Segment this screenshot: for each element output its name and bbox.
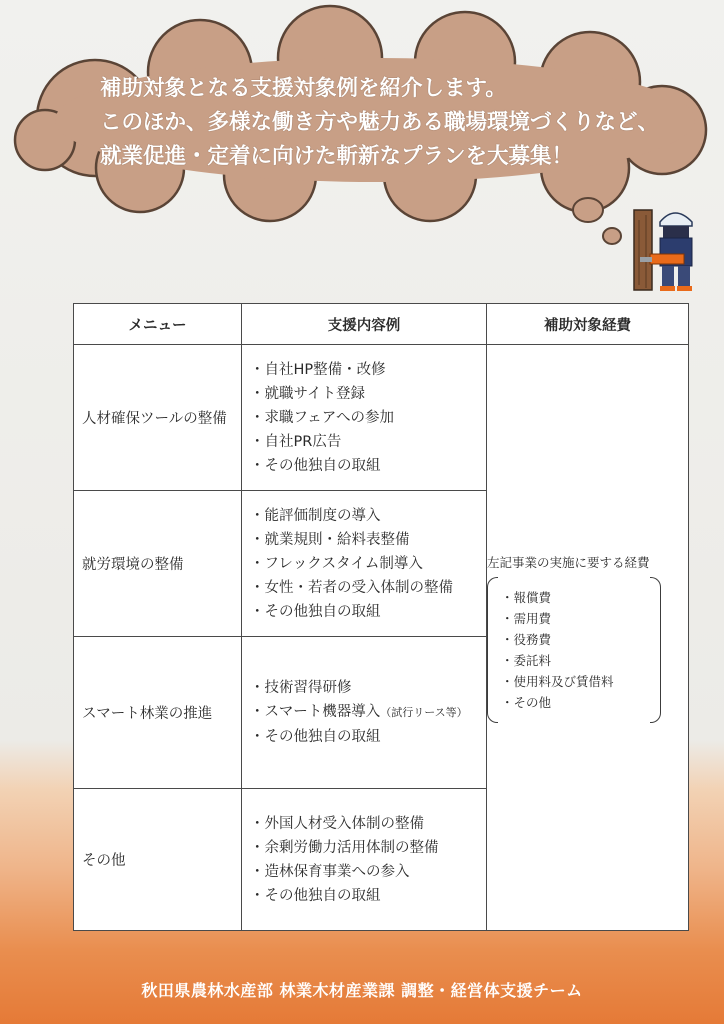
expense-heading: 左記事業の実施に要する経費: [487, 554, 650, 570]
row-menu-label: 人材確保ツールの整備: [74, 345, 242, 491]
expense-item: ・需用費: [501, 610, 552, 626]
list-item: ・求職フェアへの参加: [250, 409, 394, 426]
row-menu-label: 就労環境の整備: [74, 491, 242, 637]
list-item: ・造林保育事業への参入: [250, 863, 410, 880]
row-menu-label: その他: [74, 789, 242, 931]
row-items: [242, 491, 487, 637]
headline-line-2: このほか、多様な働き方や魅力ある職場環境づくりなど、: [100, 110, 660, 135]
list-item: ・外国人材受入体制の整備: [250, 815, 424, 832]
expense-item: ・使用料及び賃借料: [501, 673, 614, 689]
footer-department: 秋田県農林水産部 林業木材産業課 調整・経営体支援チーム: [141, 981, 583, 1000]
list-item: [250, 700, 486, 725]
header-content: 支援内容例: [242, 304, 487, 345]
headline: [100, 72, 700, 174]
expense-item: ・役務費: [501, 631, 552, 647]
list-item: ・自社HP整備・改修: [250, 361, 386, 378]
table-header-row: [74, 304, 689, 345]
list-item: ・就職サイト登録: [250, 385, 365, 402]
list-item-text: ・スマート機器導入: [250, 704, 381, 720]
headline-line-3: 就業促進・定着に向けた斬新なプランを大募集！: [100, 144, 574, 169]
expense-item: ・報償費: [501, 589, 552, 605]
row-items: [242, 345, 487, 491]
row-menu-label: スマート林業の推進: [74, 637, 242, 789]
header-menu: メニュー: [74, 304, 242, 345]
list-item-note: （試行リース等）: [380, 706, 468, 719]
row-items: [242, 789, 487, 931]
list-item: ・女性・若者の受入体制の整備: [250, 579, 453, 596]
list-item: ・その他独自の取組: [250, 457, 381, 474]
list-item: ・余剰労働力活用体制の整備: [250, 839, 439, 856]
expense-item: ・その他: [501, 694, 552, 710]
expense-list: [487, 577, 661, 723]
list-item: ・フレックスタイム制導入: [250, 555, 423, 572]
list-item: ・技術習得研修: [250, 680, 352, 696]
forestry-worker-illustration: [630, 200, 700, 292]
headline-line-1: 補助対象となる支援対象例を紹介します。: [100, 76, 507, 101]
table-row: [74, 345, 689, 491]
expense-item: ・委託料: [501, 652, 552, 668]
list-item: ・能評価制度の導入: [250, 507, 381, 524]
support-table: [73, 303, 689, 931]
expense-cell: [487, 345, 689, 931]
list-item: ・その他独自の取組: [250, 603, 381, 620]
list-item: ・その他独自の取組: [250, 887, 381, 904]
list-item: ・その他独自の取組: [250, 729, 381, 745]
list-item: ・就業規則・給料表整備: [250, 531, 410, 548]
list-item: ・自社PR広告: [250, 433, 342, 450]
header-expense: 補助対象経費: [487, 304, 689, 345]
row-items: [242, 637, 487, 789]
